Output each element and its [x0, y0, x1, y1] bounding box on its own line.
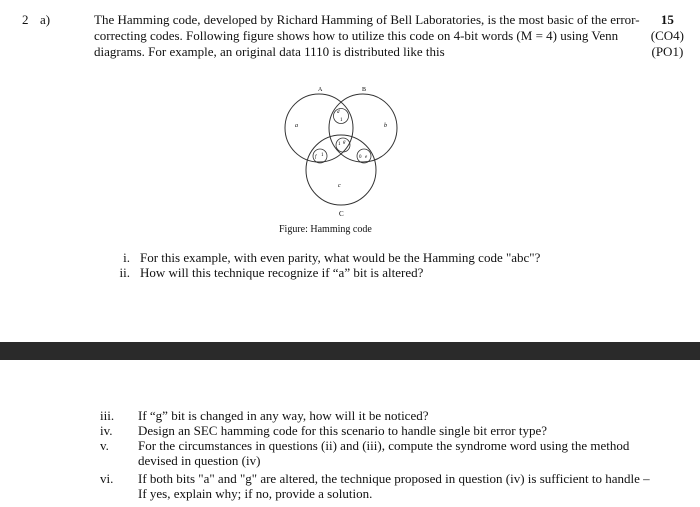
bit-e: 0	[359, 155, 362, 160]
subquestion-number: ii.	[119, 265, 130, 280]
question-number: 2	[22, 12, 29, 27]
region-e: e	[365, 155, 368, 160]
course-outcome: (CO4)	[650, 28, 684, 43]
region-f: f	[315, 155, 317, 160]
subquestion-text: Design an SEC hamming code for this scenario to handle single bit error type?	[138, 423, 548, 438]
circle-label-c: C	[339, 210, 344, 218]
subquestion-number: i.	[123, 250, 130, 265]
program-outcome: (PO1)	[651, 44, 684, 59]
region-a: a	[295, 123, 298, 129]
marks-box	[651, 12, 684, 60]
bit-g: 1	[338, 142, 341, 147]
page-divider	[0, 342, 700, 360]
region-c: c	[338, 183, 341, 189]
subquestion-number: iii.	[100, 408, 115, 423]
subquestion-v	[100, 439, 660, 468]
subquestion-number: v.	[100, 438, 109, 453]
question-text: The Hamming code, developed by Richard Hamming of Bell Laboratories, is the most basic of the error-correcting codes. Following figure shows how to utilize this code on 4-bit words (M = 4) using Venn diagrams. For example, an original data 1110 is distributed like this	[94, 12, 640, 59]
subquestion-ii	[100, 265, 423, 280]
subquestion-text: If “g” bit is changed in any way, how will it be noticed?	[138, 408, 429, 423]
subquestion-vi	[100, 472, 660, 501]
region-g: g	[343, 140, 346, 145]
subquestion-text: If both bits "a" and "g" are altered, the technique proposed in question (iv) is sufficient to handle – If yes, explain why; if no, provide a solution.	[138, 471, 650, 501]
marks-value: 15	[660, 12, 674, 27]
region-d: d	[337, 110, 340, 115]
subquestion-number: vi.	[100, 471, 114, 486]
question-part: a)	[40, 12, 51, 27]
circle-c	[306, 135, 376, 205]
subquestion-text: For this example, with even parity, what would be the Hamming code "abc"?	[140, 250, 541, 265]
subquestion-iv	[100, 424, 660, 439]
circle-label-b: B	[362, 87, 367, 93]
bit-d: 1	[340, 118, 343, 123]
subquestion-i	[100, 250, 540, 265]
bit-f: 1	[321, 153, 324, 158]
subquestion-text: For the circumstances in questions (ii) and (iii), compute the syndrome word using the method devised in question (iv)	[138, 438, 630, 468]
figure-caption: Figure: Hamming code	[279, 224, 372, 235]
region-b: b	[384, 123, 387, 129]
subquestion-iii	[100, 409, 660, 424]
subquestion-text: How will this technique recognize if “a” bit is altered?	[140, 265, 424, 280]
venn-diagram	[270, 82, 420, 222]
subquestion-number: iv.	[100, 423, 113, 438]
circle-label-a: A	[318, 87, 323, 93]
